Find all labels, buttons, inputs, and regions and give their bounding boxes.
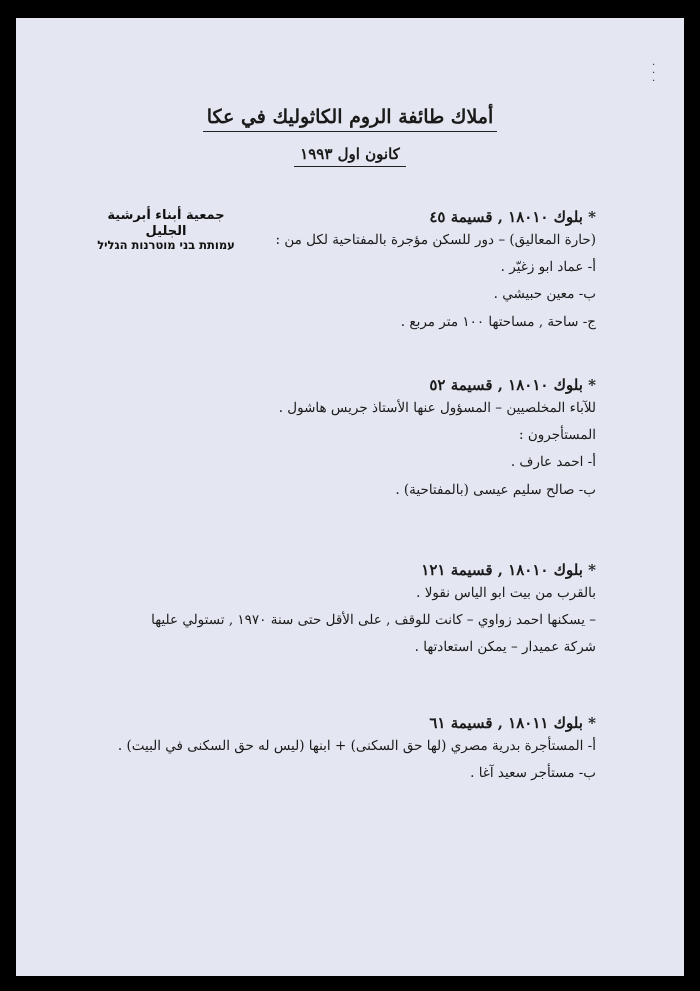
- section-line: ب- معين حبيشي .: [493, 286, 596, 303]
- punch-marks: · · ·: [652, 60, 656, 87]
- section-line: أ- المستأجرة بدرية مصري (لها حق السكنى) + ابنها (ليس له حق السكنى في البيت) .: [117, 738, 596, 754]
- document-date-wrap: [16, 144, 684, 167]
- property-section-2: [56, 376, 596, 509]
- section-line: شركة عميدار – يمكن استعادتها .: [414, 639, 596, 656]
- document-title-wrap: [16, 106, 684, 132]
- section-heading: * بلوك ١٨٠١٠ , قسيمة ٥٢: [429, 376, 596, 394]
- document-date: كانون اول ١٩٩٣: [294, 145, 406, 167]
- section-line: ب- صالح سليم عيسى (بالمفتاحية) .: [395, 481, 596, 498]
- document-page: [16, 18, 684, 976]
- section-line: بالقرب من بيت ابو الياس نقولا .: [416, 585, 596, 601]
- section-line: المستأجرون :: [519, 427, 596, 444]
- property-section-3: [56, 561, 596, 667]
- section-heading: * بلوك ١٨٠١٠ , قسيمة ١٢١: [421, 561, 596, 579]
- section-heading: * بلوك ١٨٠١٠ , قسيمة ٤٥: [429, 208, 596, 226]
- section-line: (حارة المعاليق) – دور للسكن مؤجرة بالمفتاحية لكل من :: [275, 232, 596, 248]
- section-heading: * بلوك ١٨٠١١ , قسيمة ٦١: [429, 714, 596, 732]
- property-section-1: [56, 208, 596, 341]
- section-line: ج- ساحة , مساحتها ١٠٠ متر مربع .: [400, 313, 596, 330]
- section-line: أ- احمد عارف .: [510, 454, 596, 471]
- section-line: – يسكنها احمد زواوي – كانت للوقف , على الأقل حتى سنة ١٩٧٠ , تستولي عليها: [151, 612, 596, 629]
- section-line: أ- عماد ابو زغيّر .: [500, 259, 596, 276]
- stamp-line-hebrew: עמותת בני מוטרנות הגליל: [97, 238, 235, 253]
- document-title: أملاك طائفة الروم الكاثوليك في عكا: [203, 106, 498, 132]
- section-line: للآباء المخلصيين – المسؤول عنها الأستاذ جريس هاشول .: [278, 400, 596, 416]
- property-section-4: [56, 714, 596, 792]
- stamp-line-arabic: جمعية أبناء أبرشية الجليل: [107, 208, 225, 239]
- section-line: ب- مستأجر سعيد آغا .: [470, 765, 596, 782]
